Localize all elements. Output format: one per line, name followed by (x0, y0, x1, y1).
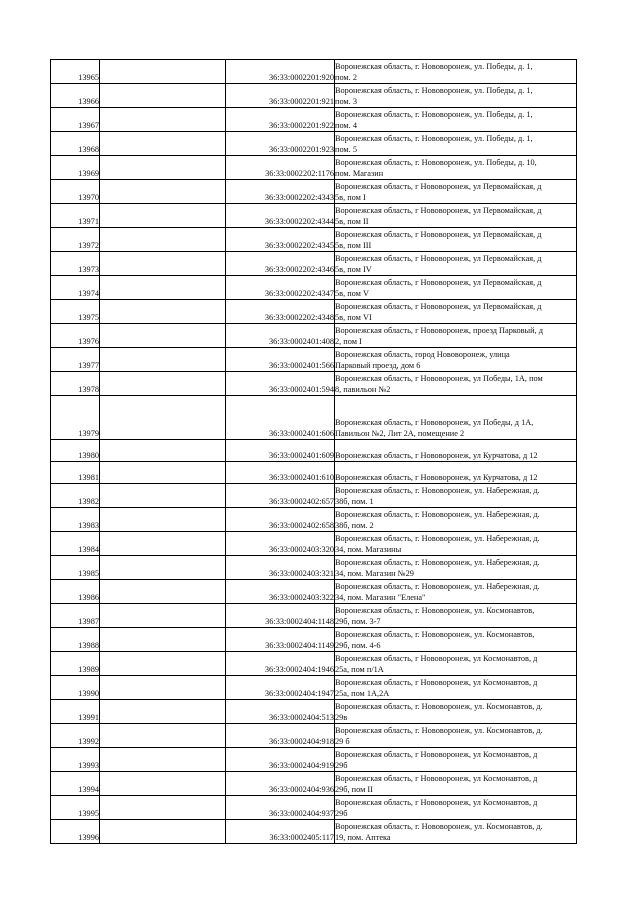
empty-cell (100, 204, 226, 228)
row-number-cell: 13979 (51, 396, 100, 440)
table-row (51, 484, 577, 508)
row-number-cell: 13978 (51, 372, 100, 396)
table-row (51, 276, 577, 300)
address-line: Воронежская область, г Нововоронеж, ул Космонавтов, д (335, 678, 538, 687)
address-cell (335, 676, 577, 700)
address-line: 38б, пом. 2 (335, 521, 374, 530)
table-row (51, 324, 577, 348)
address-line: 29б, пом. 3-7 (335, 617, 381, 626)
address-line: Воронежская область, г. Нововоронеж, ул. Набережная, д. (335, 558, 540, 567)
table-row (51, 396, 577, 440)
address-line: Воронежская область, г. Нововоронеж, ул. Набережная, д. (335, 582, 540, 591)
table-row (51, 440, 577, 462)
table-row (51, 372, 577, 396)
cadastral-number-cell: 36:33:0002201:923 (226, 132, 335, 156)
address-line: 29в (335, 713, 348, 722)
address-cell (335, 556, 577, 580)
empty-cell (100, 252, 226, 276)
address-cell (335, 324, 577, 348)
table-row (51, 348, 577, 372)
empty-cell (100, 652, 226, 676)
table-row (51, 748, 577, 772)
empty-cell (100, 772, 226, 796)
cadastral-number-cell: 36:33:0002401:594 (226, 372, 335, 396)
register-body (51, 60, 577, 844)
cadastral-number-cell: 36:33:0002405:117 (226, 820, 335, 844)
address-line: Воронежская область, г. Нововоронеж, ул. Победы, д. 1, (335, 134, 533, 143)
address-line: Воронежская область, город Нововоронеж, улица (335, 350, 510, 359)
address-line: 34, пом. Магазины (335, 545, 402, 554)
table-row (51, 84, 577, 108)
address-line: Воронежская область, г Нововоронеж, ул Первомайская, д (335, 230, 542, 239)
row-number-cell: 13993 (51, 748, 100, 772)
address-cell (335, 396, 577, 440)
empty-cell (100, 396, 226, 440)
empty-cell (100, 748, 226, 772)
empty-cell (100, 348, 226, 372)
address-line: Воронежская область, г. Нововоронеж, ул. Набережная, д. (335, 534, 540, 543)
address-line: Воронежская область, г. Нововоронеж, ул. Победы, д. 10, (335, 158, 537, 167)
address-line: Воронежская область, г. Нововоронеж, ул. Набережная, д. (335, 486, 540, 495)
row-number-cell: 13972 (51, 228, 100, 252)
address-cell (335, 772, 577, 796)
address-cell (335, 60, 577, 84)
address-cell (335, 604, 577, 628)
cadastral-number-cell: 36:33:0002401:566 (226, 348, 335, 372)
address-cell (335, 748, 577, 772)
empty-cell (100, 676, 226, 700)
table-row (51, 156, 577, 180)
empty-cell (100, 300, 226, 324)
address-cell (335, 532, 577, 556)
empty-cell (100, 276, 226, 300)
address-line: Парковый проезд, дом 6 (335, 361, 421, 370)
address-line: 29б (335, 809, 348, 818)
empty-cell (100, 372, 226, 396)
address-line: Воронежская область, г. Нововоронеж, ул. Победы, д. 1, (335, 110, 533, 119)
cadastral-number-cell: 36:33:0002404:1148 (226, 604, 335, 628)
row-number-cell: 13965 (51, 60, 100, 84)
address-cell (335, 580, 577, 604)
table-row (51, 676, 577, 700)
row-number-cell: 13982 (51, 484, 100, 508)
table-row (51, 820, 577, 844)
address-cell (335, 156, 577, 180)
address-cell (335, 484, 577, 508)
row-number-cell: 13988 (51, 628, 100, 652)
address-line: 19, пом. Аптека (335, 833, 391, 842)
cadastral-number-cell: 36:33:0002404:513 (226, 700, 335, 724)
address-line: пом. 3 (335, 97, 357, 106)
empty-cell (100, 484, 226, 508)
address-line: Воронежская область, г Нововоронеж, ул Победы, 1А, пом (335, 374, 543, 383)
address-line: Воронежская область, г Нововоронеж, ул Курчатова, д 12 (335, 473, 538, 482)
row-number-cell: 13968 (51, 132, 100, 156)
address-cell (335, 628, 577, 652)
table-row (51, 300, 577, 324)
address-line: Воронежская область, г Нововоронеж, ул Космонавтов, д (335, 798, 538, 807)
address-line: 5в, пом VI (335, 313, 372, 322)
row-number-cell: 13989 (51, 652, 100, 676)
address-line: Воронежская область, г. Нововоронеж, ул. Победы, д. 1, (335, 62, 533, 71)
table-row (51, 772, 577, 796)
row-number-cell: 13991 (51, 700, 100, 724)
address-cell (335, 180, 577, 204)
address-line: 5в, пом I (335, 193, 366, 202)
empty-cell (100, 462, 226, 484)
address-line: пом. 5 (335, 145, 357, 154)
cadastral-number-cell: 36:33:0002202:4346 (226, 252, 335, 276)
address-cell (335, 508, 577, 532)
address-line: 34, пом. Магазин №29 (335, 569, 414, 578)
address-line: Воронежская область, г Нововоронеж, ул Первомайская, д (335, 182, 542, 191)
address-cell (335, 820, 577, 844)
empty-cell (100, 508, 226, 532)
address-line: пом. 2 (335, 73, 357, 82)
address-line: 8, павильон №2 (335, 385, 391, 394)
table-row (51, 556, 577, 580)
row-number-cell: 13994 (51, 772, 100, 796)
empty-cell (100, 180, 226, 204)
row-number-cell: 13970 (51, 180, 100, 204)
address-line: Воронежская область, г Нововоронеж, ул Курчатова, д 12 (335, 451, 538, 460)
table-row (51, 628, 577, 652)
table-row (51, 580, 577, 604)
empty-cell (100, 820, 226, 844)
address-cell (335, 276, 577, 300)
cadastral-number-cell: 36:33:0002403:320 (226, 532, 335, 556)
row-number-cell: 13981 (51, 462, 100, 484)
row-number-cell: 13976 (51, 324, 100, 348)
address-cell (335, 372, 577, 396)
row-number-cell: 13983 (51, 508, 100, 532)
table-row (51, 204, 577, 228)
address-line: 25а, пом 1А,2А (335, 689, 390, 698)
address-line: 29б, пом II (335, 785, 373, 794)
address-line: Воронежская область, г Нововоронеж, ул Победы, д 1А, (335, 418, 534, 427)
table-row (51, 604, 577, 628)
cadastral-number-cell: 36:33:0002404:919 (226, 748, 335, 772)
table-row (51, 252, 577, 276)
cadastral-number-cell: 36:33:0002404:918 (226, 724, 335, 748)
cadastral-number-cell: 36:33:0002403:322 (226, 580, 335, 604)
table-row (51, 108, 577, 132)
cadastral-number-cell: 36:33:0002202:4348 (226, 300, 335, 324)
empty-cell (100, 132, 226, 156)
table-row (51, 796, 577, 820)
cadastral-number-cell: 36:33:0002202:1176 (226, 156, 335, 180)
row-number-cell: 13967 (51, 108, 100, 132)
address-line: 29б, пом. 4-6 (335, 641, 381, 650)
cadastral-number-cell: 36:33:0002202:4344 (226, 204, 335, 228)
row-number-cell: 13986 (51, 580, 100, 604)
row-number-cell: 13971 (51, 204, 100, 228)
row-number-cell: 13975 (51, 300, 100, 324)
address-cell (335, 724, 577, 748)
address-line: Воронежская область, г. Нововоронеж, ул. Космонавтов, д. (335, 702, 543, 711)
table-row (51, 132, 577, 156)
address-line: 38б, пом. 1 (335, 497, 374, 506)
address-line: 5в, пом IV (335, 265, 372, 274)
table-row (51, 724, 577, 748)
row-number-cell: 13973 (51, 252, 100, 276)
address-line: Воронежская область, г Нововоронеж, ул Первомайская, д (335, 206, 542, 215)
cadastral-number-cell: 36:33:0002404:1149 (226, 628, 335, 652)
table-row (51, 700, 577, 724)
address-cell (335, 252, 577, 276)
address-line: Воронежская область, г. Нововоронеж, ул. Космонавтов, д. (335, 726, 543, 735)
address-cell (335, 652, 577, 676)
cadastral-number-cell: 36:33:0002401:609 (226, 440, 335, 462)
empty-cell (100, 108, 226, 132)
empty-cell (100, 724, 226, 748)
address-line: Воронежская область, г Нововоронеж, проезд Парковый, д (335, 326, 543, 335)
address-line: 29 б (335, 737, 350, 746)
row-number-cell: 13977 (51, 348, 100, 372)
table-row (51, 60, 577, 84)
cadastral-number-cell: 36:33:0002201:921 (226, 84, 335, 108)
cadastral-number-cell: 36:33:0002202:4347 (226, 276, 335, 300)
cadastral-number-cell: 36:33:0002401:408 (226, 324, 335, 348)
empty-cell (100, 700, 226, 724)
address-cell (335, 796, 577, 820)
cadastral-number-cell: 36:33:0002404:1947 (226, 676, 335, 700)
row-number-cell: 13996 (51, 820, 100, 844)
empty-cell (100, 324, 226, 348)
empty-cell (100, 60, 226, 84)
address-line: Воронежская область, г. Нововоронеж, ул. Космонавтов, (335, 630, 535, 639)
address-line: Воронежская область, г Нововоронеж, ул Первомайская, д (335, 254, 542, 263)
cadastral-number-cell: 36:33:0002402:658 (226, 508, 335, 532)
address-line: пом. Магазин (335, 169, 384, 178)
cadastral-number-cell: 36:33:0002402:657 (226, 484, 335, 508)
cadastral-number-cell: 36:33:0002201:922 (226, 108, 335, 132)
cadastral-number-cell: 36:33:0002404:1946 (226, 652, 335, 676)
address-line: 5в, пом V (335, 289, 369, 298)
empty-cell (100, 440, 226, 462)
address-cell (335, 84, 577, 108)
table-row (51, 532, 577, 556)
row-number-cell: 13980 (51, 440, 100, 462)
cadastral-number-cell: 36:33:0002404:937 (226, 796, 335, 820)
empty-cell (100, 604, 226, 628)
table-row (51, 180, 577, 204)
address-cell (335, 132, 577, 156)
cadastral-number-cell: 36:33:0002401:610 (226, 462, 335, 484)
table-row (51, 462, 577, 484)
address-cell (335, 228, 577, 252)
address-line: Воронежская область, г Нововоронеж, ул Первомайская, д (335, 302, 542, 311)
address-cell (335, 348, 577, 372)
row-number-cell: 13984 (51, 532, 100, 556)
cadastral-number-cell: 36:33:0002403:321 (226, 556, 335, 580)
empty-cell (100, 156, 226, 180)
cadastral-number-cell: 36:33:0002201:920 (226, 60, 335, 84)
address-line: 2, пом I (335, 337, 362, 346)
row-number-cell: 13992 (51, 724, 100, 748)
address-line: Воронежская область, г. Нововоронеж, ул. Набережная, д. (335, 510, 540, 519)
address-line: 34, пом. Магазин "Елена" (335, 593, 426, 602)
address-line: Воронежская область, г Нововоронеж, ул Космонавтов, д (335, 774, 538, 783)
table-row (51, 652, 577, 676)
cadastral-number-cell: 36:33:0002202:4343 (226, 180, 335, 204)
row-number-cell: 13987 (51, 604, 100, 628)
row-number-cell: 13969 (51, 156, 100, 180)
empty-cell (100, 556, 226, 580)
row-number-cell: 13985 (51, 556, 100, 580)
empty-cell (100, 532, 226, 556)
address-line: Воронежская область, г Нововоронеж, ул Космонавтов, д (335, 654, 538, 663)
empty-cell (100, 628, 226, 652)
address-line: 5в, пом III (335, 241, 372, 250)
row-number-cell: 13990 (51, 676, 100, 700)
address-line: Воронежская область, г. Нововоронеж, ул. Космонавтов, (335, 606, 535, 615)
empty-cell (100, 84, 226, 108)
row-number-cell: 13974 (51, 276, 100, 300)
address-cell (335, 204, 577, 228)
row-number-cell: 13966 (51, 84, 100, 108)
table-row (51, 228, 577, 252)
address-line: Воронежская область, г Нововоронеж, ул Космонавтов, д (335, 750, 538, 759)
address-cell (335, 440, 577, 462)
cadastral-number-cell: 36:33:0002404:936 (226, 772, 335, 796)
table-row (51, 508, 577, 532)
address-cell (335, 300, 577, 324)
address-cell (335, 462, 577, 484)
empty-cell (100, 796, 226, 820)
address-line: Воронежская область, г. Нововоронеж, ул. Победы, д. 1, (335, 86, 533, 95)
address-line: 29б (335, 761, 348, 770)
cadastral-number-cell: 36:33:0002202:4345 (226, 228, 335, 252)
address-line: Воронежская область, г. Нововоронеж, ул. Космонавтов, д. (335, 822, 543, 831)
address-line: 25а, пом п/1А (335, 665, 384, 674)
row-number-cell: 13995 (51, 796, 100, 820)
address-line: пом. 4 (335, 121, 357, 130)
address-cell (335, 108, 577, 132)
cadastral-number-cell: 36:33:0002401:606 (226, 396, 335, 440)
address-line: 5в, пом II (335, 217, 369, 226)
address-line: Павильон №2, Лит 2А, помещение 2 (335, 429, 465, 438)
empty-cell (100, 580, 226, 604)
property-register-table (50, 59, 577, 844)
address-cell (335, 700, 577, 724)
empty-cell (100, 228, 226, 252)
address-line: Воронежская область, г Нововоронеж, ул Первомайская, д (335, 278, 542, 287)
